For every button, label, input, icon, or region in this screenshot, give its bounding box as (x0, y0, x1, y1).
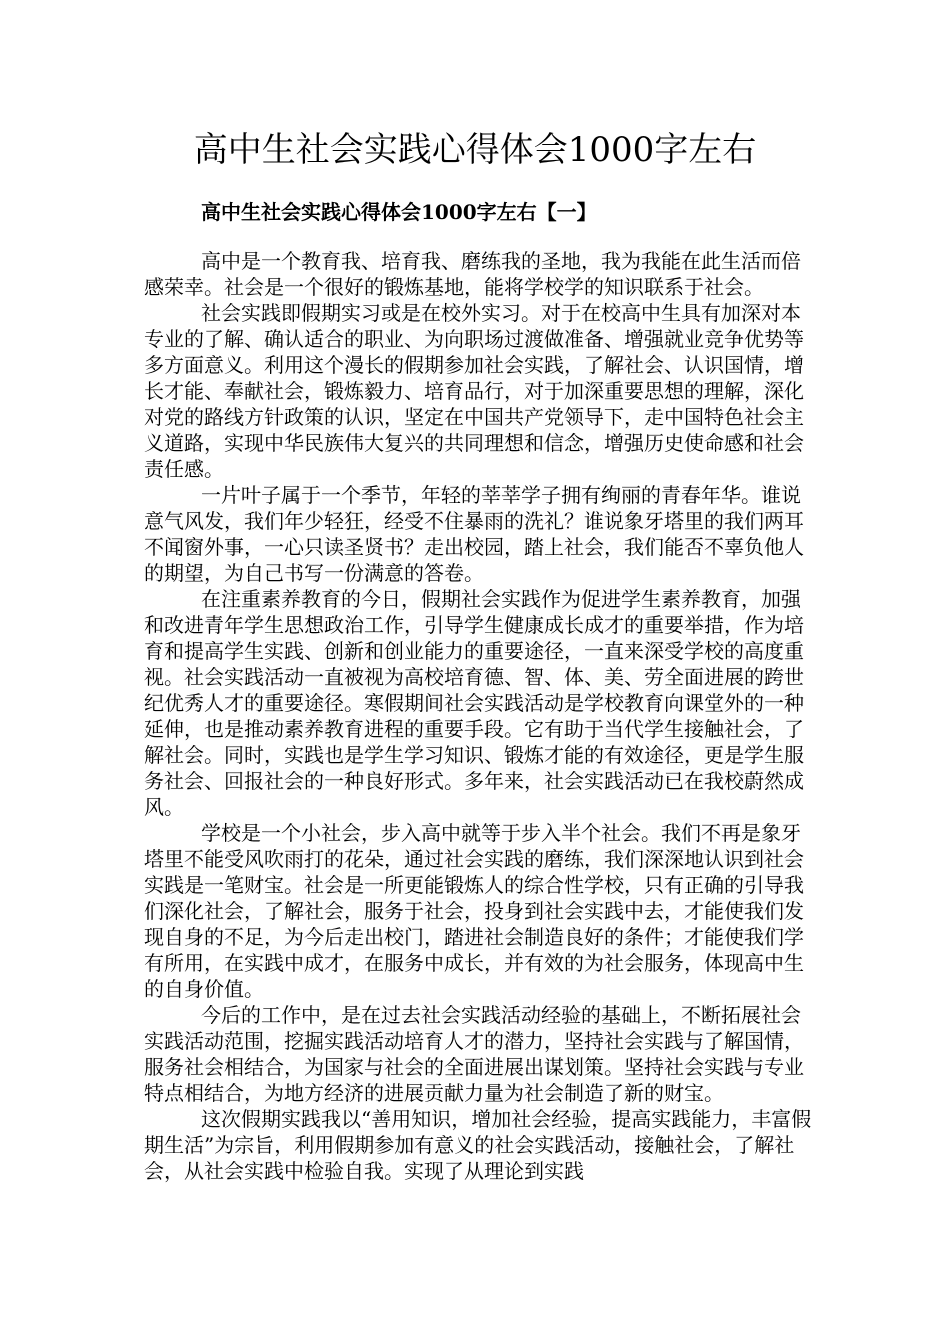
paragraph-7: 这次假期实践我以“善用知识，增加社会经验，提高实践能力，丰富假期生活”为宗旨，利用假期参加有意义的社会实践活动，接触社会，了解社会，从社会实践中检验自我。实现了从理论到实践 (144, 1107, 812, 1183)
paragraph-2: 社会实践即假期实习或是在校外实习。对于在校高中生具有加深对本专业的了解、确认适合的职业、为向职场过渡做准备、增强就业竞争优势等多方面意义。利用这个漫长的假期参加社会实践，了解社会、认识国情，增长才能、奉献社会，锻炼毅力、培育品行，对于加深重要思想的理解，深化对党的路线方针政策的认识，坚定在中国共产党领导下，走中国特色社会主义道路，实现中华民族伟大复兴的共同理想和信念，增强历史使命感和社会责任感。 (144, 301, 804, 481)
paragraph-6: 今后的工作中，是在过去社会实践活动经验的基础上，不断拓展社会实践活动范围，挖掘实践活动培育人才的潜力，坚持社会实践与了解国情，服务社会相结合，为国家与社会的全面进展出谋划策。坚持社会实践与专业特点相结合，为地方经济的进展贡献力量为社会制造了新的财宝。 (144, 1003, 804, 1105)
paragraph-3: 一片叶子属于一个季节，年轻的莘莘学子拥有绚丽的青春年华。谁说意气风发，我们年少轻狂，经受不住暴雨的洗礼？谁说象牙塔里的我们两耳不闻窗外事，一心只读圣贤书？走出校园，踏上社会，我们能否不辜负他人的期望，为自己书写一份满意的答卷。 (144, 483, 804, 585)
paragraph-4: 在注重素养教育的今日，假期社会实践作为促进学生素养教育，加强和改进青年学生思想政治工作，引导学生健康成长成才的重要举措，作为培育和提高学生实践、创新和创业能力的重要途径，一直来深受学校的高度重视。社会实践活动一直被视为高校培育德、智、体、美、劳全面进展的跨世纪优秀人才的重要途径。寒假期间社会实践活动是学校教育向课堂外的一种延伸，也是推动素养教育进程的重要手段。它有助于当代学生接触社会，了解社会。同时，实践也是学生学习知识、锻炼才能的有效途径，更是学生服务社会、回报社会的一种良好形式。多年来，社会实践活动已在我校蔚然成风。 (144, 587, 804, 819)
section-heading: 高中生社会实践心得体会1000字左右【一】 (201, 200, 597, 224)
document-title: 高中生社会实践心得体会1000字左右 (193, 130, 757, 170)
paragraph-5: 学校是一个小社会，步入高中就等于步入半个社会。我们不再是象牙塔里不能受风吹雨打的花朵，通过社会实践的磨练，我们深深地认识到社会实践是一笔财宝。社会是一所更能锻炼人的综合性学校，只有正确的引导我们深化社会，了解社会，服务于社会，投身到社会实践中去，才能使我们发现自身的不足，为今后走出校门，踏进社会制造良好的条件；才能使我们学有所用，在实践中成才，在服务中成长，并有效的为社会服务，体现高中生的自身价值。 (144, 821, 804, 1001)
document-body (144, 248, 812, 1184)
paragraph-1: 高中是一个教育我、培育我、磨练我的圣地，我为我能在此生活而倍感荣幸。社会是一个很好的锻炼基地，能将学校学的知识联系于社会。 (144, 249, 801, 299)
